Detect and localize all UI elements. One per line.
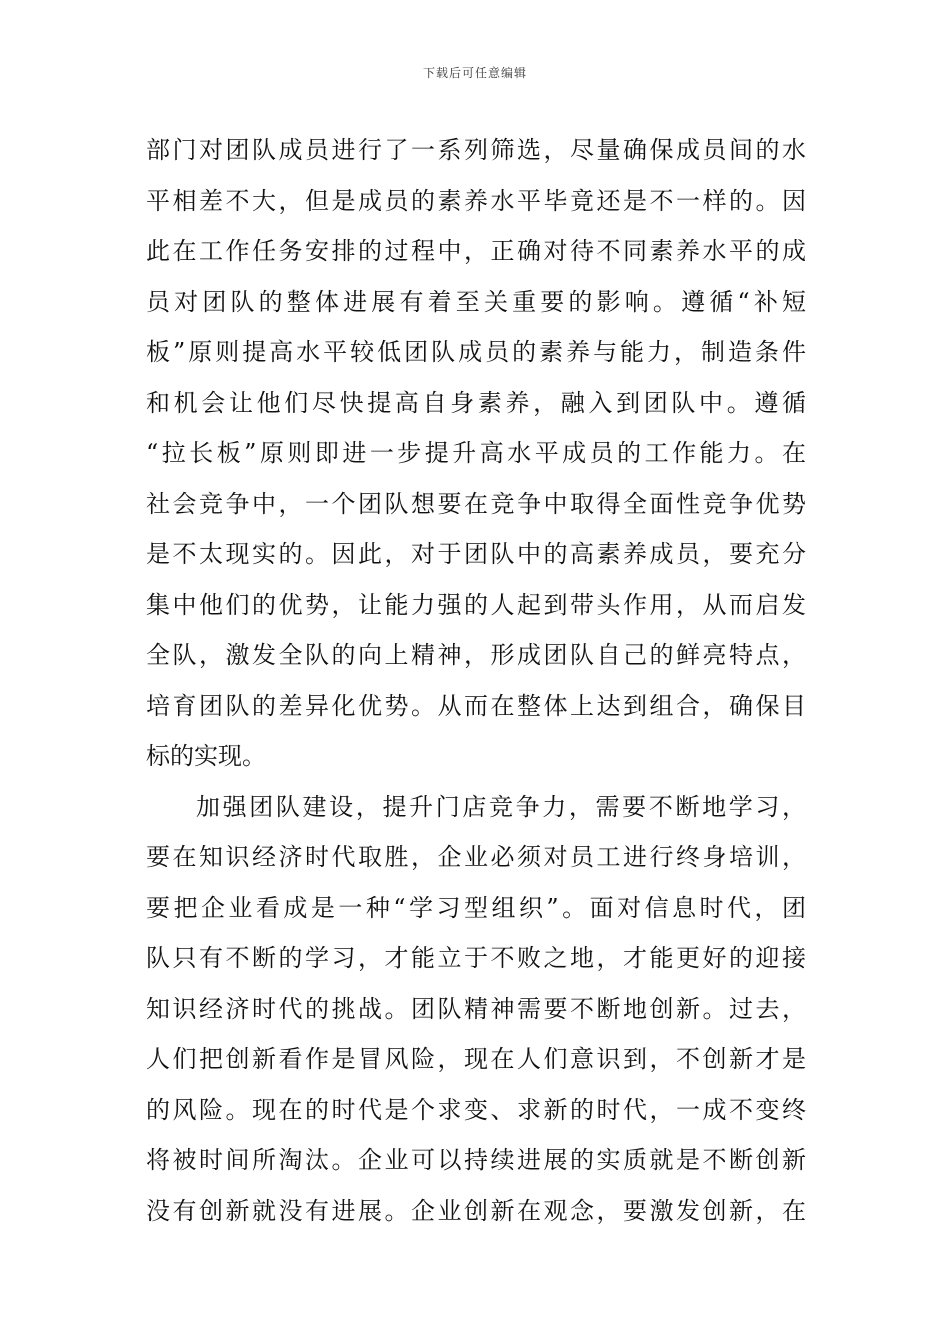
paragraph-2-line-3: 要把企业看成是一种“学习型组织”。面对信息时代，团 — [146, 893, 806, 922]
document-body — [146, 125, 806, 1236]
paragraph-2-line-8: 将被时间所淘汰。企业可以持续进展的实质就是不断创新 — [146, 1146, 806, 1174]
paragraph-1-line-9: 是不太现实的。因此，对于团队中的高素养成员，要充分 — [146, 540, 806, 568]
paragraph-1-line-13: 标的实现。 — [146, 742, 266, 770]
paragraph-2-line-7: 的风险。现在的时代是个求变、求新的时代，一成不变终 — [146, 1095, 806, 1124]
page-header-note: 下载后可任意编辑 — [422, 66, 527, 80]
paragraph-2-line-5: 知识经济时代的挑战。团队精神需要不断地创新。过去， — [146, 994, 806, 1023]
paragraph-1-line-12: 培育团队的差异化优势。从而在整体上达到组合，确保目 — [146, 691, 806, 720]
paragraph-2-line-9: 没有创新就没有进展。企业创新在观念，要激发创新，在 — [146, 1196, 806, 1225]
paragraph-2-line-2: 要在知识经济时代取胜，企业必须对员工进行终身培训， — [146, 843, 806, 871]
paragraph-1-line-1: 部门对团队成员进行了一系列筛选，尽量确保成员间的水 — [146, 136, 806, 164]
paragraph-1-line-2: 平相差不大，但是成员的素养水平毕竟还是不一样的。因 — [146, 186, 806, 215]
paragraph-1-line-11: 全队，激发全队的向上精神，形成团队自己的鲜亮特点， — [146, 641, 806, 669]
paragraph-1-line-8: 社会竞争中，一个团队想要在竞争中取得全面性竞争优势 — [146, 489, 806, 518]
paragraph-1-line-4: 员对团队的整体进展有着至关重要的影响。遵循“补短 — [146, 287, 806, 316]
paragraph-2-line-1: 加强团队建设，提升门店竞争力，需要不断地学习， — [196, 792, 806, 821]
paragraph-2-line-6: 人们把创新看作是冒风险，现在人们意识到，不创新才是 — [146, 1045, 806, 1073]
paragraph-1-line-5: 板”原则提高水平较低团队成员的素养与能力，制造条件 — [146, 338, 806, 366]
paragraph-1-line-7: “拉长板”原则即进一步提升高水平成员的工作能力。在 — [146, 439, 806, 467]
paragraph-2-line-4: 队只有不断的学习，才能立于不败之地，才能更好的迎接 — [146, 944, 806, 972]
paragraph-1-line-6: 和机会让他们尽快提高自身素养，融入到团队中。遵循 — [146, 388, 806, 417]
paragraph-1-line-10: 集中他们的优势，让能力强的人起到带头作用，从而启发 — [146, 590, 806, 619]
paragraph-1-line-3: 此在工作任务安排的过程中，正确对待不同素养水平的成 — [146, 237, 806, 265]
